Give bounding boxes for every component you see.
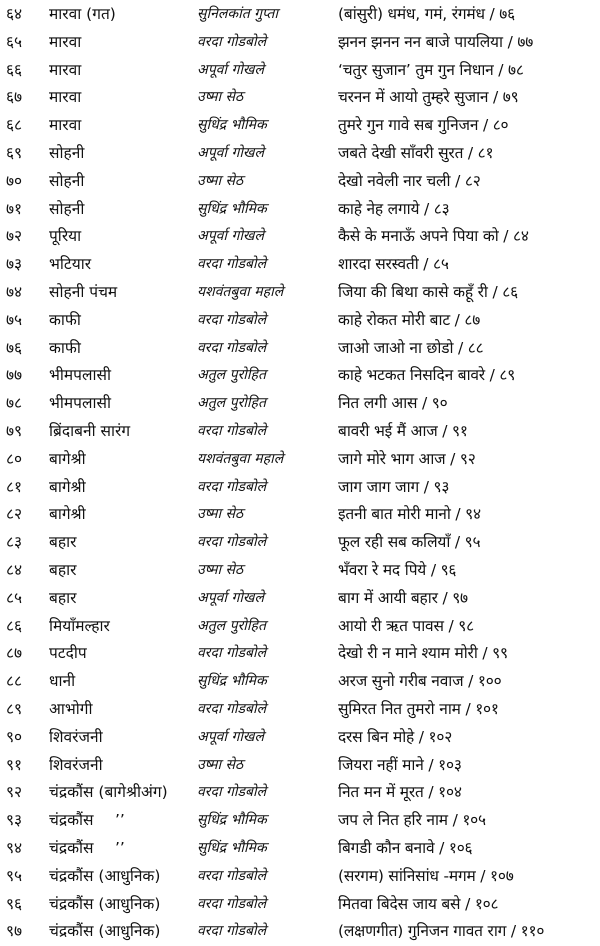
raga-name: चंद्रकौंस (आधुनिक): [49, 922, 161, 941]
track-number: ६८: [6, 116, 23, 135]
raga-name: बागेश्री: [49, 505, 86, 524]
track-number: ७१: [6, 199, 23, 218]
artist-name: उष्मा सेठ: [197, 172, 244, 189]
song-title: नित मन में मूरत / १०४: [338, 783, 462, 802]
track-number: ९७: [6, 922, 23, 941]
artist-name: वरदा गोडबोले: [197, 339, 267, 356]
song-title: काहे रोकत मोरी बाट / ८७: [338, 310, 481, 329]
song-title: आयो री ऋत पावस / ९८: [338, 616, 474, 635]
raga-name: शिवरंजनी: [49, 755, 103, 774]
track-row: [0, 223, 600, 251]
track-row: [0, 640, 600, 668]
track-row: [0, 891, 600, 919]
track-row: [0, 501, 600, 529]
ditto-mark: ’’: [115, 838, 125, 857]
track-number: ७५: [6, 310, 23, 329]
raga-name: शिवरंजनी: [49, 727, 103, 746]
track-number: ६९: [6, 143, 23, 162]
song-title: शारदा सरस्वती / ८५: [338, 255, 449, 274]
artist-name: वरदा गोडबोले: [197, 867, 267, 884]
song-title: मितवा बिदेस जाय बसे / १०८: [338, 894, 499, 913]
track-number: ७३: [6, 255, 23, 274]
track-number: ७४: [6, 282, 23, 301]
track-row: [0, 168, 600, 196]
raga-name: सोहनी: [49, 143, 85, 162]
raga-name: बहार: [49, 588, 77, 607]
raga-name: सोहनी पंचम: [49, 282, 118, 301]
song-title: जागे मोरे भाग आज / ९२: [338, 449, 476, 468]
song-title: काहे नेह लगाये / ८३: [338, 199, 450, 218]
track-row: [0, 668, 600, 696]
track-number: ९५: [6, 866, 23, 885]
artist-name: यशवंतबुवा महाले: [197, 450, 284, 467]
track-row: [0, 779, 600, 807]
raga-name: धानी: [49, 672, 76, 691]
artist-name: अपूर्वा गोखले: [197, 728, 264, 745]
song-title: तुमरे गुन गावे सब गुनिजन / ८०: [338, 116, 509, 135]
raga-name: बागेश्री: [49, 477, 86, 496]
song-title: बाग में आयी बहार / ९७: [338, 588, 468, 607]
track-number: ८७: [6, 644, 23, 663]
raga-name: चंद्रकौंस: [49, 838, 94, 857]
song-title: देखो नवेली नार चली / ८२: [338, 171, 481, 190]
song-title: इतनी बात मोरी मानो / ९४: [338, 505, 481, 524]
artist-name: वरदा गोडबोले: [197, 478, 267, 495]
artist-name: अतुल पुरोहित: [197, 395, 266, 412]
song-title: फूल रही सब कलियाँ / ९५: [338, 533, 481, 552]
artist-name: उष्मा सेठ: [197, 506, 244, 523]
song-title: ‘चतुर सुजान’ तुम गुन निधान / ७८: [338, 60, 524, 79]
raga-name: चंद्रकौंस: [49, 811, 94, 830]
track-number: ७२: [6, 227, 23, 246]
artist-name: सुधिंद्र भौमिक: [197, 200, 267, 217]
track-number: ७८: [6, 394, 23, 413]
raga-name: काफी: [49, 310, 81, 329]
song-title: भँवरा रे मद पिये / ९६: [338, 560, 457, 579]
artist-name: वरदा गोडबोले: [197, 700, 267, 717]
raga-name: चंद्रकौंस (आधुनिक): [49, 894, 161, 913]
track-row: [0, 585, 600, 613]
song-title: बावरी भई मैं आज / ९१: [338, 421, 468, 440]
artist-name: उष्मा सेठ: [197, 561, 244, 578]
track-row: [0, 557, 600, 585]
artist-name: सुनिलकांत गुप्ता: [197, 6, 278, 22]
track-number: ८८: [6, 672, 23, 691]
artist-name: सुधिंद्र भौमिक: [197, 673, 267, 690]
raga-name: बहार: [49, 560, 77, 579]
artist-name: उष्मा सेठ: [197, 89, 244, 106]
track-row: [0, 279, 600, 307]
track-row: [0, 807, 600, 835]
artist-name: वरदा गोडबोले: [197, 645, 267, 662]
raga-name: मारवा: [49, 32, 82, 51]
song-title: जिया की बिथा कासे कहूँ री / ८६: [338, 282, 518, 301]
raga-name: मियाँमल्हार: [49, 616, 110, 635]
raga-name: मारवा (गत): [49, 5, 116, 23]
track-number: ८६: [6, 616, 23, 635]
track-number: ९०: [6, 727, 23, 746]
song-title: दरस बिन मोहे / १०२: [338, 727, 453, 746]
song-title: जप ले नित हरि नाम / १०५: [338, 811, 486, 830]
song-title: झनन झनन नन बाजे पायलिया / ७७: [338, 32, 534, 51]
track-row: [0, 1, 600, 29]
song-title: देखो री न माने श्याम मोरी / ९९: [338, 644, 508, 663]
artist-name: यशवंतबुवा महाले: [197, 283, 284, 300]
track-number: ८४: [6, 560, 23, 579]
artist-name: उष्मा सेठ: [197, 756, 244, 773]
song-title: नित लगी आस / ९०: [338, 394, 448, 413]
song-title: कैसे के मनाऊँ अपने पिया को / ८४: [338, 227, 529, 246]
track-row: [0, 918, 600, 946]
track-row: [0, 84, 600, 112]
song-title: चरनन में आयो तुम्हरे सुजान / ७९: [338, 88, 519, 107]
artist-name: सुधिंद्र भौमिक: [197, 839, 267, 856]
track-number: ८९: [6, 699, 23, 718]
ditto-mark: ’’: [115, 811, 125, 830]
raga-name: बहार: [49, 533, 77, 552]
track-number: ९६: [6, 894, 23, 913]
track-row: [0, 446, 600, 474]
song-title: (सरगम) सांनिसांध -मगम / १०७: [338, 866, 514, 885]
song-title: अरज सुनो गरीब नवाज / १००: [338, 672, 502, 691]
song-title: जियरा नहीं माने / १०३: [338, 755, 462, 774]
song-title: सुमिरत नित तुमरो नाम / १०१: [338, 699, 499, 718]
track-row: [0, 863, 600, 891]
track-number: ८२: [6, 505, 23, 524]
song-title: जाग जाग जाग / ९३: [338, 477, 450, 496]
track-row: [0, 362, 600, 390]
track-number: ९३: [6, 811, 23, 830]
track-row: [0, 112, 600, 140]
artist-name: वरदा गोडबोले: [197, 784, 267, 801]
track-row: [0, 57, 600, 85]
track-number: ६६: [6, 60, 23, 79]
track-list: [0, 1, 600, 946]
track-number: ६७: [6, 88, 23, 107]
artist-name: वरदा गोडबोले: [197, 256, 267, 273]
artist-name: अपूर्वा गोखले: [197, 144, 264, 161]
track-number: ६४: [6, 5, 23, 23]
song-title: (लक्षणगीत) गुनिजन गावत राग / ११०: [338, 922, 545, 941]
raga-name: ब्रिंदाबनी सारंग: [49, 421, 131, 440]
raga-name: चंद्रकौंस (आधुनिक): [49, 866, 161, 885]
raga-name: सोहनी: [49, 171, 85, 190]
song-title: (बांसुरी) धमंध, गमं, रंगमंध / ७६: [338, 5, 516, 23]
track-row: [0, 474, 600, 502]
raga-name: चंद्रकौंस (बागेश्रीअंग): [49, 783, 168, 802]
artist-name: अतुल पुरोहित: [197, 367, 266, 384]
song-title: बिगडी कौन बनावे / १०६: [338, 838, 473, 857]
track-row: [0, 251, 600, 279]
track-number: ९४: [6, 838, 23, 857]
artist-name: वरदा गोडबोले: [197, 895, 267, 912]
track-number: ६५: [6, 32, 23, 51]
track-row: [0, 529, 600, 557]
track-number: ९१: [6, 755, 23, 774]
track-row: [0, 613, 600, 641]
raga-name: भीमपलासी: [49, 394, 112, 413]
raga-name: मारवा: [49, 88, 82, 107]
raga-name: बागेश्री: [49, 449, 86, 468]
track-row: [0, 29, 600, 57]
raga-name: सोहनी: [49, 199, 85, 218]
raga-name: भीमपलासी: [49, 366, 112, 385]
artist-name: अतुल पुरोहित: [197, 617, 266, 634]
artist-name: वरदा गोडबोले: [197, 534, 267, 551]
artist-name: अपूर्वा गोखले: [197, 228, 264, 245]
track-row: [0, 390, 600, 418]
raga-name: आभोगी: [49, 699, 93, 718]
track-number: ७९: [6, 421, 23, 440]
artist-name: वरदा गोडबोले: [197, 422, 267, 439]
raga-name: मारवा: [49, 60, 82, 79]
track-number: ७०: [6, 171, 23, 190]
track-row: [0, 696, 600, 724]
artist-name: सुधिंद्र भौमिक: [197, 812, 267, 829]
song-title: काहे भटकत निसदिन बावरे / ८९: [338, 366, 516, 385]
raga-name: काफी: [49, 338, 81, 357]
track-number: ८०: [6, 449, 23, 468]
track-row: [0, 835, 600, 863]
track-number: ८१: [6, 477, 23, 496]
raga-name: भटियार: [49, 255, 92, 274]
track-row: [0, 724, 600, 752]
track-row: [0, 418, 600, 446]
track-number: ८५: [6, 588, 23, 607]
track-number: ९२: [6, 783, 23, 802]
track-row: [0, 307, 600, 335]
artist-name: वरदा गोडबोले: [197, 33, 267, 50]
artist-name: अपूर्वा गोखले: [197, 589, 264, 606]
artist-name: सुधिंद्र भौमिक: [197, 117, 267, 134]
raga-name: पटदीप: [49, 644, 87, 663]
track-number: ७६: [6, 338, 23, 357]
track-number: ८३: [6, 533, 23, 552]
track-row: [0, 335, 600, 363]
track-row: [0, 140, 600, 168]
raga-name: पूरिया: [49, 227, 82, 246]
artist-name: वरदा गोडबोले: [197, 923, 267, 940]
song-title: जबते देखी साँवरी सुरत / ८१: [338, 143, 494, 162]
artist-name: अपूर्वा गोखले: [197, 61, 264, 78]
track-row: [0, 196, 600, 224]
artist-name: वरदा गोडबोले: [197, 311, 267, 328]
raga-name: मारवा: [49, 116, 82, 135]
song-title: जाओ जाओ ना छोडो / ८८: [338, 338, 484, 357]
track-row: [0, 752, 600, 780]
track-number: ७७: [6, 366, 23, 385]
